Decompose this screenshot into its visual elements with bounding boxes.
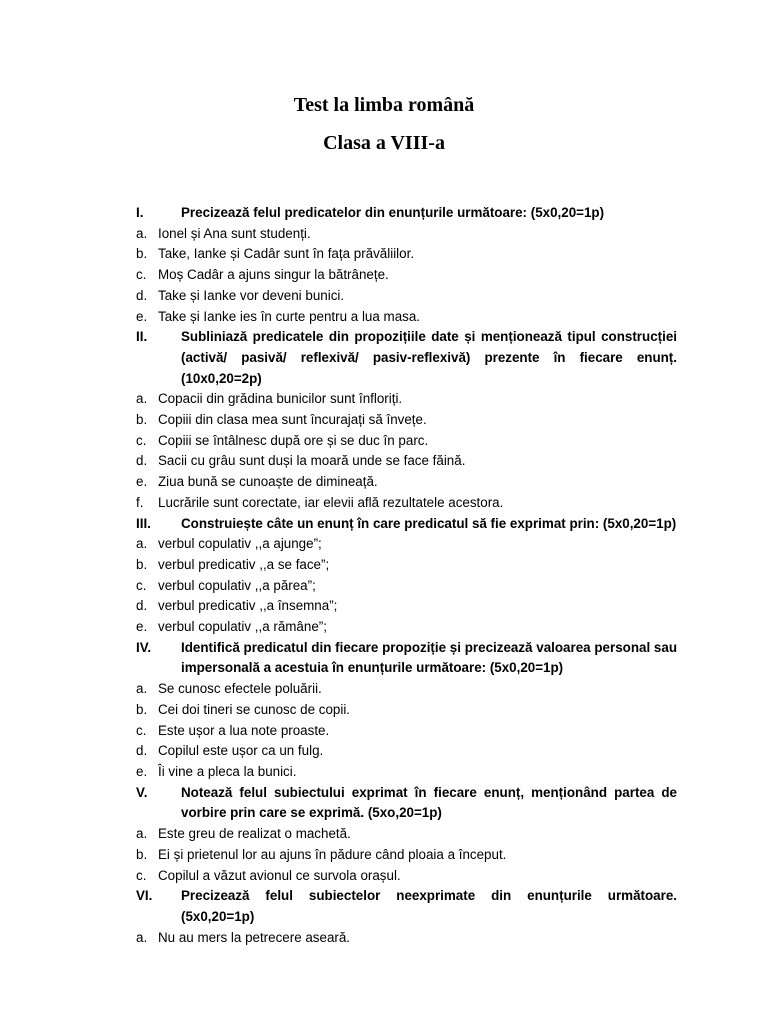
- exercise-instruction: Subliniază predicatele din propozițiile date și menționează tipul construcției (activă/ pasivă/ reflexivă/ pasiv-reflexivă) prezente în fiecare enunț. (10x0,20=2p): [181, 329, 677, 386]
- item-sentence: Take, Ianke și Cadâr sunt în fața prăvăliilor.: [158, 246, 415, 262]
- document-subtitle: Clasa a VIII-a: [323, 132, 445, 154]
- test-content: [0, 203, 768, 948]
- exercise-item: [0, 224, 768, 245]
- item-letter: f.: [136, 494, 144, 510]
- item-sentence: Este greu de realizat o machetă.: [158, 826, 351, 842]
- item-sentence: Ionel și Ana sunt studenți.: [158, 225, 311, 241]
- exercise-item: [0, 866, 768, 887]
- item-letter: e.: [136, 763, 148, 779]
- item-sentence: Este ușor a lua note proaste.: [158, 722, 330, 738]
- item-letter: c.: [136, 722, 147, 738]
- exercise-item: [0, 721, 768, 742]
- item-letter: c.: [136, 432, 147, 448]
- exercise-item: [0, 493, 768, 514]
- exercise-instruction: Notează felul subiectului exprimat în fiecare enunț, menționând partea de vorbire prin care se exprimă. (5xo,20=1p): [181, 784, 677, 821]
- exercise-item: [0, 824, 768, 845]
- item-letter: b.: [136, 846, 148, 862]
- exercise-item: [0, 555, 768, 576]
- exercise-item: [0, 596, 768, 617]
- item-sentence: Copilul este ușor ca un fulg.: [158, 743, 324, 759]
- exercise-item: [0, 451, 768, 472]
- exercise-item: [0, 307, 768, 328]
- item-letter: d.: [136, 743, 148, 759]
- item-letter: b.: [136, 556, 148, 572]
- document-title: Test la limba română: [293, 94, 475, 116]
- exercise-item: [0, 679, 768, 700]
- exercise-question: [0, 638, 768, 679]
- item-sentence: Copacii din grădina bunicilor sunt înfloriți.: [158, 391, 403, 407]
- exercise-item: [0, 265, 768, 286]
- item-letter: a.: [136, 536, 148, 552]
- exercise-item: [0, 928, 768, 949]
- exercise-item: [0, 576, 768, 597]
- item-sentence: verbul copulativ ,,a părea”;: [158, 577, 316, 593]
- item-letter: e.: [136, 474, 148, 490]
- item-sentence: Copilul a văzut avionul ce survola orașul.: [158, 867, 401, 883]
- exercise-item: [0, 845, 768, 866]
- exercise-question: [0, 783, 768, 824]
- item-sentence: Ziua bună se cunoaște de dimineață.: [158, 474, 378, 490]
- exercise-item: [0, 617, 768, 638]
- item-sentence: Ei și prietenul lor au ajuns în pădure când ploaia a început.: [158, 846, 507, 862]
- exercise-number: VI.: [136, 888, 153, 904]
- exercise-number: II.: [136, 329, 148, 345]
- item-sentence: Se cunosc efectele poluării.: [158, 681, 322, 697]
- exercise-number: V.: [136, 784, 148, 800]
- item-sentence: Copiii se întâlnesc după ore și se duc în parc.: [158, 432, 429, 448]
- item-sentence: Copiii din clasa mea sunt încurajați să învețe.: [158, 412, 427, 428]
- item-letter: a.: [136, 391, 148, 407]
- exercise-number: III.: [136, 515, 151, 531]
- exercise-item: [0, 534, 768, 555]
- exercise-item: [0, 286, 768, 307]
- exercise-question: [0, 886, 768, 927]
- exercise-item: [0, 410, 768, 431]
- exercise-item: [0, 762, 768, 783]
- item-letter: b.: [136, 701, 148, 717]
- item-sentence: Lucrările sunt corectate, iar elevii află rezultatele acestora.: [158, 494, 504, 510]
- item-sentence: Îi vine a pleca la bunici.: [158, 763, 297, 779]
- exercise-item: [0, 472, 768, 493]
- exercise-question: [0, 514, 768, 535]
- item-letter: a.: [136, 681, 148, 697]
- item-letter: c.: [136, 577, 147, 593]
- exercise-instruction: Precizează felul predicatelor din enunțurile următoare: (5x0,20=1p): [181, 205, 605, 220]
- exercise-instruction: Construiește câte un enunț în care predicatul să fie exprimat prin: (5x0,20=1p): [181, 515, 677, 531]
- exercise-number: IV.: [136, 639, 152, 655]
- item-letter: b.: [136, 246, 148, 262]
- item-letter: e.: [136, 619, 148, 635]
- item-letter: d.: [136, 598, 148, 614]
- exercise-item: [0, 431, 768, 452]
- item-sentence: verbul predicativ ,,a se face”;: [158, 556, 330, 572]
- item-sentence: verbul predicativ ,,a însemna”;: [158, 598, 338, 614]
- item-letter: d.: [136, 287, 148, 303]
- item-letter: a.: [136, 225, 148, 241]
- item-letter: a.: [136, 929, 148, 945]
- item-letter: b.: [136, 412, 148, 428]
- exercise-item: [0, 244, 768, 265]
- exercise-item: [0, 700, 768, 721]
- item-sentence: Moș Cadâr a ajuns singur la bătrânețe.: [158, 267, 389, 283]
- exercise-question: [0, 203, 768, 224]
- item-letter: e.: [136, 308, 148, 324]
- exercise-question: [0, 327, 768, 389]
- item-letter: d.: [136, 453, 148, 469]
- exercise-number: I.: [136, 205, 144, 220]
- item-sentence: Sacii cu grâu sunt duși la moară unde se face făină.: [158, 453, 466, 469]
- item-letter: c.: [136, 867, 147, 883]
- item-sentence: verbul copulativ ,,a ajunge”;: [158, 536, 322, 552]
- item-letter: a.: [136, 826, 148, 842]
- item-sentence: verbul copulativ ,,a rămâne”;: [158, 619, 327, 635]
- exercise-instruction: Precizează felul subiectelor neexprimate din enunțurile următoare. (5x0,20=1p): [181, 888, 677, 924]
- exercise-item: [0, 741, 768, 762]
- item-letter: c.: [136, 267, 147, 283]
- item-sentence: Take și Ianke vor deveni bunici.: [158, 287, 345, 303]
- item-sentence: Nu au mers la petrecere aseară.: [158, 929, 351, 945]
- exercise-instruction: Identifică predicatul din fiecare propoziție și precizează valoarea personal sau impersonală a acestuia în enunțurile următoare: (5x0,20=1p): [181, 639, 677, 676]
- item-sentence: Take și Ianke ies în curte pentru a lua masa.: [158, 308, 420, 324]
- exercise-item: [0, 389, 768, 410]
- item-sentence: Cei doi tineri se cunosc de copii.: [158, 701, 351, 717]
